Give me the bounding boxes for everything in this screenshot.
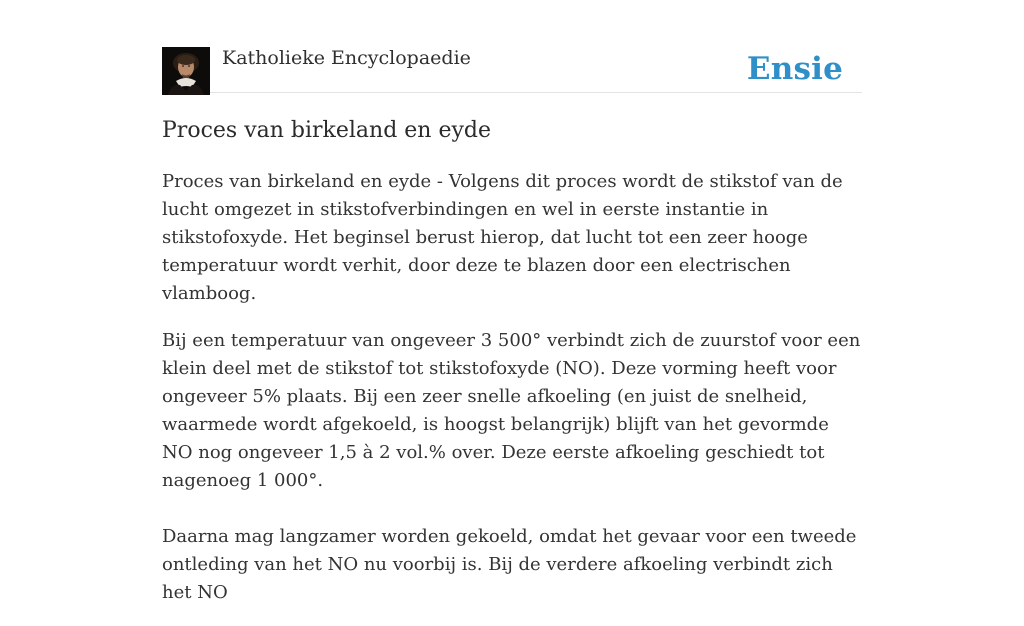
brand-logo[interactable]: Ensie — [746, 51, 843, 87]
paragraph: Bij een temperatuur van ongeveer 3 500° verbindt zich de zuurstof voor een klein deel met de stikstof tot stikstofoxyde (NO). Deze vorming heeft voor ongeveer 5% plaats. Bij een zeer snelle afkoeling (en juist de snelheid, waarmede wordt afgekoeld, is hoogst belangrijk) blijft van het gevormde NO nog ongeveer 1,5 à 2 vol.% over. Deze eerste afkoeling geschiedt tot nagenoeg 1 000°. — [162, 330, 861, 491]
portrait-image — [162, 47, 210, 95]
site-name[interactable]: Katholieke Encyclopaedie — [222, 47, 471, 69]
paragraph: Proces van birkeland en eyde - Volgens dit proces wordt de stikstof van de lucht omgezet in stikstofverbindingen en wel in eerste instantie in stikstofoxyde. Het beginsel berust hierop, dat lucht tot een zeer hooge temperatuur wordt verhit, door deze te blazen door een electrischen vlamboog. — [162, 171, 843, 304]
article-body — [162, 168, 862, 626]
page-title: Proces van birkeland en eyde — [162, 118, 492, 143]
portrait-avatar-icon[interactable] — [162, 47, 210, 95]
paragraph: Daarna mag langzamer worden gekoeld, omdat het gevaar voor een tweede ontleding van het NO nu voorbij is. Bij de verdere afkoeling verbindt zich het NO — [162, 526, 857, 603]
site-header — [162, 46, 862, 93]
